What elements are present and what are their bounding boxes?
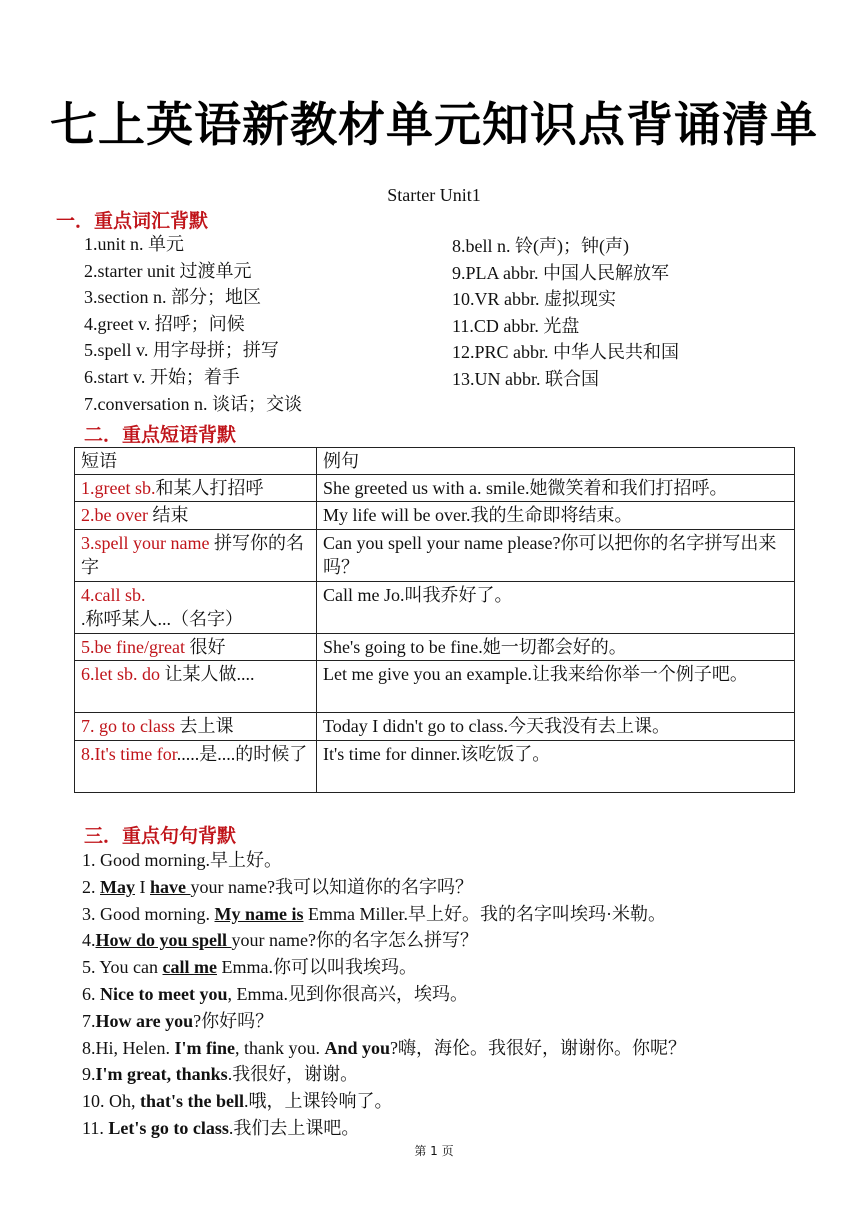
phrase-meaning: 拼写你的名字 — [81, 533, 304, 577]
phrase-text: spell your name — [94, 533, 210, 553]
sentence-item — [82, 1035, 686, 1062]
vocab-item: 1.unit n. 单元 — [84, 234, 185, 254]
example-cell: My life will be over.我的生命即将结束。 — [317, 502, 795, 530]
phrase-number: 7. — [81, 716, 99, 736]
page-footer: 第 1 页 — [414, 1144, 454, 1158]
table-row — [75, 582, 795, 634]
vocab-item: 3.section n. 部分；地区 — [84, 287, 261, 308]
key-phrase-bold: And you — [324, 1037, 391, 1058]
sentence-item — [82, 1061, 686, 1088]
phrase-cell — [75, 530, 317, 582]
phrase-meaning: 让某人做.... — [160, 664, 255, 684]
vocab-item: 9.PLA abbr. 中国人民解放军 — [452, 262, 670, 283]
sentence-text: .我们去上课吧。 — [228, 1117, 360, 1138]
phrase-meaning: .称呼某人...（名字） — [81, 609, 243, 629]
sentence-text: Emma Miller.早上好。我的名字叫埃玛·米勒。 — [303, 903, 666, 924]
sentence-text: your name?我可以知道你的名字吗？ — [190, 876, 473, 897]
table-row — [75, 634, 795, 661]
key-phrase-underlined: call me — [162, 957, 217, 978]
key-phrase-underlined: How do you spell — [95, 930, 232, 951]
sentence-text: 1. Good morning.早上好。 — [82, 850, 282, 870]
example-cell: Today I didn't go to class.今天我没有去上课。 — [317, 713, 795, 741]
table-row — [75, 741, 795, 793]
phrase-number: 2. — [81, 505, 95, 525]
phrase-text: let sb. do — [94, 664, 160, 684]
sentence-item — [82, 901, 686, 928]
sentence-text: , Emma.见到你很高兴，埃玛。 — [227, 983, 468, 1004]
sentence-item — [82, 847, 686, 874]
key-phrase-bold: How are you — [95, 1010, 194, 1031]
sentence-item — [82, 1088, 686, 1115]
example-cell: Can you spell your name please?你可以把你的名字拼写出来吗？ — [317, 530, 795, 582]
phrase-meaning: .....是....的时候了 — [176, 744, 308, 764]
phrase-cell — [75, 582, 317, 634]
sentence-text: 10. Oh, — [82, 1091, 140, 1112]
page-title: 七上英语新教材单元知识点背诵清单 — [50, 98, 818, 153]
sentence-item — [82, 981, 686, 1008]
sentence-text: I — [135, 876, 150, 897]
vocab-item: 5.spell v. 用字母拼；拼写 — [84, 340, 279, 361]
example-cell: It's time for dinner.该吃饭了。 — [317, 741, 795, 793]
phrase-table — [74, 447, 795, 793]
table-row — [75, 502, 795, 530]
sentence-text: 4. — [82, 930, 96, 951]
phrase-cell — [75, 713, 317, 741]
vocab-list-right — [452, 233, 679, 393]
phrase-text: call sb. — [94, 585, 146, 605]
phrase-meaning: 结束 — [147, 505, 189, 525]
sentence-text: ?你好吗？ — [193, 1010, 274, 1031]
example-cell: She's going to be fine.她一切都会好的。 — [317, 634, 795, 661]
phrase-table-header — [75, 448, 795, 475]
example-cell: She greeted us with a. smile.她微笑着和我们打招呼。 — [317, 475, 795, 502]
key-phrase-bold: Nice to meet you — [100, 983, 228, 1004]
vocab-item: 7.conversation n. 谈话；交谈 — [84, 393, 302, 414]
phrase-cell — [75, 634, 317, 661]
key-phrase-underlined: have — [150, 876, 191, 897]
phrase-cell — [75, 741, 317, 793]
vocab-item: 4.greet v. 招呼；问候 — [84, 313, 245, 334]
sentence-text: 3. Good morning. — [82, 903, 215, 924]
key-phrase-underlined: My name is — [214, 903, 304, 924]
phrase-number: 3. — [81, 533, 95, 553]
key-phrase-underlined: May — [100, 876, 135, 897]
phrase-number: 6. — [81, 664, 95, 684]
sentence-item — [82, 1008, 686, 1035]
phrase-section-heading: 二．重点短语背默 — [84, 425, 237, 446]
sentence-text: 9. — [82, 1064, 96, 1085]
example-cell: Let me give you an example.让我来给你举一个例子吧。 — [317, 661, 795, 713]
vocab-item: 6.start v. 开始；着手 — [84, 366, 240, 387]
sentence-item — [82, 954, 686, 981]
phrase-column-header: 短语 — [75, 448, 317, 475]
phrase-text: greet sb. — [94, 478, 156, 498]
sentence-text: 2. — [82, 876, 100, 897]
sentence-text: Emma.你可以叫我埃玛。 — [217, 957, 417, 978]
vocab-section-heading: 一．重点词汇背默 — [56, 211, 209, 232]
phrase-meaning: 去上课 — [175, 716, 234, 736]
sentence-text: .我很好，谢谢。 — [227, 1064, 359, 1085]
phrase-text: be fine/great — [94, 637, 185, 657]
key-phrase-bold: that's the bell — [140, 1091, 245, 1112]
table-row — [75, 475, 795, 502]
sentence-item — [82, 874, 686, 901]
phrase-number: 8. — [81, 744, 95, 764]
phrase-text: be over — [94, 505, 148, 525]
phrase-number: 4. — [81, 585, 95, 605]
table-row — [75, 713, 795, 741]
phrase-text: go to class — [99, 716, 175, 736]
sentence-item — [82, 1115, 686, 1142]
sentence-section-heading: 三．重点句句背默 — [84, 826, 237, 847]
phrase-meaning: 很好 — [184, 637, 226, 657]
phrase-cell — [75, 502, 317, 530]
vocab-item: 8.bell n. 铃(声)；钟(声) — [452, 236, 629, 256]
table-row — [75, 530, 795, 582]
sentence-item — [82, 927, 686, 954]
sentence-text: 11. — [82, 1117, 109, 1138]
sentence-text: 7. — [82, 1010, 96, 1031]
vocab-list-left — [84, 231, 302, 417]
vocab-item: 11.CD abbr. 光盘 — [452, 315, 580, 336]
sentence-text: , thank you. — [234, 1037, 325, 1058]
example-column-header: 例句 — [317, 448, 795, 475]
sentence-list — [82, 847, 686, 1142]
sentence-text: ?嗨，海伦。我很好，谢谢你。你呢？ — [390, 1037, 687, 1058]
sentence-text: your name?你的名字怎么拼写？ — [231, 930, 478, 951]
phrase-number: 1. — [81, 478, 95, 498]
phrase-number: 5. — [81, 637, 95, 657]
phrase-meaning: 和某人打招呼 — [155, 478, 264, 498]
phrase-text: It's time for — [94, 744, 177, 764]
example-cell: Call me Jo.叫我乔好了。 — [317, 582, 795, 634]
vocab-item: 10.VR abbr. 虚拟现实 — [452, 289, 616, 310]
phrase-cell — [75, 661, 317, 713]
sentence-text: 8.Hi, Helen. — [82, 1037, 175, 1058]
key-phrase-bold: Let's go to class — [108, 1117, 229, 1138]
key-phrase-bold: I'm fine — [174, 1037, 235, 1058]
vocab-item: 12.PRC abbr. 中华人民共和国 — [452, 342, 680, 363]
sentence-text: .哦，上课铃响了。 — [244, 1091, 393, 1112]
unit-subtitle: Starter Unit1 — [387, 185, 481, 205]
sentence-text: 6. — [82, 983, 100, 1004]
sentence-text: 5. You can — [82, 957, 163, 978]
table-row — [75, 661, 795, 713]
vocab-item: 13.UN abbr. 联合国 — [452, 368, 599, 389]
phrase-cell — [75, 475, 317, 502]
key-phrase-bold: I'm great, thanks — [95, 1064, 228, 1085]
vocab-item: 2.starter unit 过渡单元 — [84, 260, 252, 281]
